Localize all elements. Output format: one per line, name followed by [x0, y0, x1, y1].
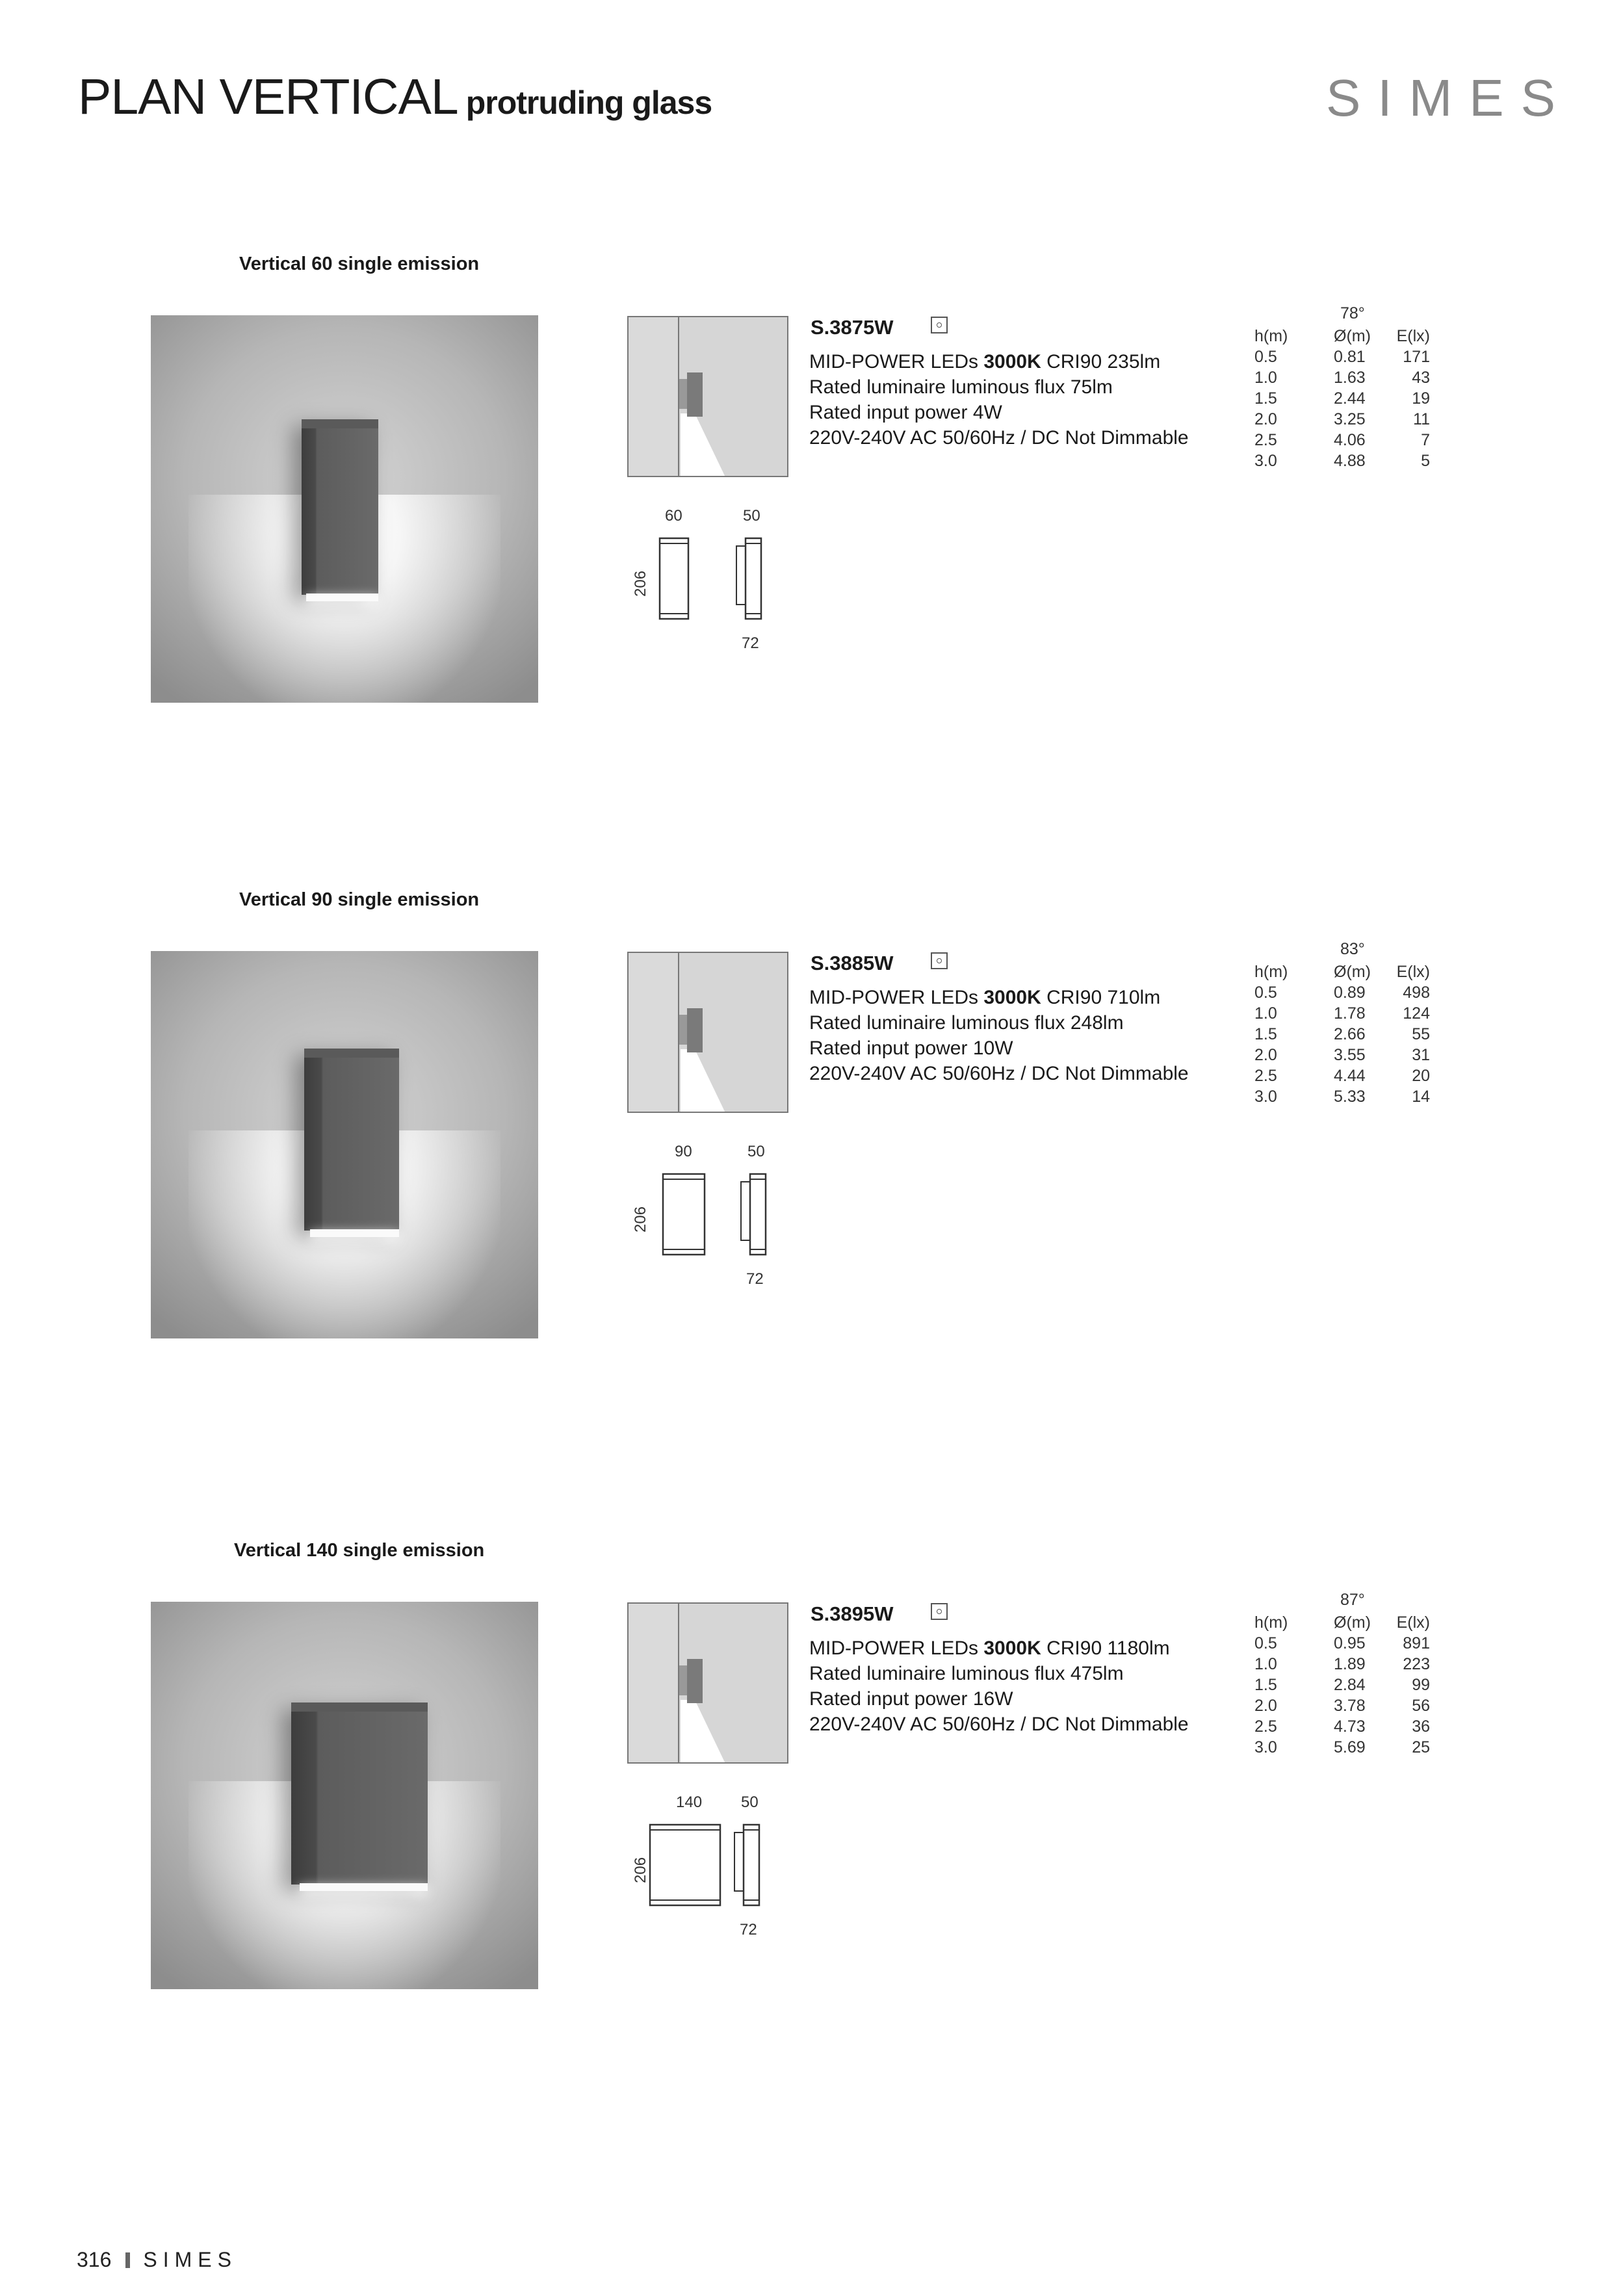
page-title-main: PLAN VERTICAL: [78, 69, 458, 125]
side-view: [750, 1174, 766, 1255]
table-cell: 0.5: [1254, 1634, 1277, 1652]
table-cell: 171: [1403, 348, 1430, 366]
product-photo: [151, 315, 538, 703]
table-cell: 3.78: [1334, 1697, 1366, 1715]
ip-rating-icon: [931, 952, 948, 969]
table-cell: 2.44: [1334, 389, 1366, 408]
table-cell: 11: [1413, 410, 1430, 428]
table-column-h: [1254, 326, 1288, 471]
dim-height: 206: [632, 1206, 649, 1233]
footer-brand: SIMES: [143, 2248, 237, 2271]
page-footer: [77, 2248, 237, 2272]
footer-divider: [125, 2252, 130, 2268]
dim-projection: 72: [742, 634, 759, 652]
dim-depth: 50: [747, 1143, 765, 1160]
spec-led: MID-POWER LEDs 3000K CRI90 1180lm: [809, 1637, 1170, 1659]
spec-flux: Rated luminaire luminous flux 75lm: [809, 376, 1113, 398]
table-header: Ø(m): [1334, 963, 1371, 981]
table-cell: 31: [1412, 1046, 1430, 1064]
emission-slit: [306, 594, 378, 601]
brand-logo: SIMES: [1326, 69, 1572, 127]
table-cell: 2.0: [1254, 1046, 1277, 1064]
side-bracket: [736, 546, 746, 605]
section-title: Vertical 90 single emission: [239, 889, 480, 910]
table-column-h: [1254, 1612, 1288, 1758]
dim-depth: 50: [741, 1794, 759, 1811]
table-cell: 2.0: [1254, 410, 1277, 428]
table-cell: 2.0: [1254, 1697, 1277, 1715]
table-cell: 2.66: [1334, 1025, 1366, 1043]
product-photo: [151, 951, 538, 1338]
table-cell: 5.33: [1334, 1088, 1366, 1106]
page-number: 316: [77, 2248, 112, 2271]
dimension-lines: [624, 501, 819, 657]
table-cell: 2.5: [1254, 431, 1277, 449]
product-section: [0, 1540, 1623, 2125]
table-cell: 1.89: [1334, 1655, 1366, 1673]
table-header: E(lx): [1396, 1613, 1430, 1632]
table-cell: 19: [1412, 389, 1430, 408]
product-photo: [151, 1602, 538, 1989]
dimension-drawing: [624, 501, 819, 657]
dim-width: 60: [665, 507, 682, 525]
table-cell: 99: [1412, 1676, 1430, 1694]
table-cell: 14: [1412, 1088, 1430, 1106]
beam-diagram: [627, 316, 788, 477]
lamp-body: [304, 1049, 399, 1231]
table-cell: 56: [1412, 1697, 1430, 1715]
table-header: Ø(m): [1334, 1613, 1371, 1632]
dim-projection: 72: [746, 1270, 764, 1288]
table-cell: 2.84: [1334, 1676, 1366, 1694]
table-cell: 3.0: [1254, 1088, 1277, 1106]
spec-block: [809, 985, 1189, 1086]
section-title: Vertical 60 single emission: [239, 254, 480, 274]
beam-angle: 87°: [1340, 1591, 1365, 1609]
front-view: [663, 1174, 705, 1255]
dim-height: 206: [632, 1857, 649, 1883]
front-view: [660, 538, 688, 619]
emission-slit: [300, 1883, 428, 1891]
table-column-h: [1254, 961, 1288, 1107]
dim-depth: 50: [743, 507, 760, 525]
table-cell: 5: [1421, 452, 1430, 470]
section-title: Vertical 140 single emission: [234, 1540, 485, 1561]
ip-rating-icon: [931, 1603, 948, 1620]
beam-cone: [629, 1604, 788, 1764]
table-cell: 0.5: [1254, 348, 1277, 366]
table-cell: 0.95: [1334, 1634, 1366, 1652]
side-bracket: [741, 1182, 750, 1240]
table-cell: 36: [1412, 1717, 1430, 1736]
front-view: [650, 1825, 720, 1905]
side-view: [746, 538, 761, 619]
dim-width: 90: [675, 1143, 692, 1160]
table-cell: 2.5: [1254, 1717, 1277, 1736]
table-cell: 43: [1412, 369, 1430, 387]
product-code: S.3885W: [811, 952, 894, 974]
table-cell: 1.5: [1254, 1025, 1277, 1043]
table-cell: 7: [1421, 431, 1430, 449]
spec-flux: Rated luminaire luminous flux 248lm: [809, 1012, 1124, 1034]
product-code: S.3895W: [811, 1602, 894, 1625]
product-code: S.3875W: [811, 316, 894, 339]
table-cell: 0.89: [1334, 984, 1366, 1002]
lamp-body: [302, 419, 378, 595]
table-cell: 1.5: [1254, 389, 1277, 408]
table-cell: 1.0: [1254, 369, 1277, 387]
table-cell: 1.5: [1254, 1676, 1277, 1694]
page-title-sub: protruding glass: [465, 85, 712, 121]
table-cell: 1.63: [1334, 369, 1366, 387]
table-cell: 0.5: [1254, 984, 1277, 1002]
page-title: [78, 68, 712, 126]
dimension-lines: [624, 1136, 819, 1292]
table-cell: 1.0: [1254, 1655, 1277, 1673]
dim-projection: 72: [740, 1921, 757, 1938]
product-section: [0, 889, 1623, 1474]
spec-power: Rated input power 16W: [809, 1688, 1013, 1710]
table-cell: 3.55: [1334, 1046, 1366, 1064]
table-cell: 4.73: [1334, 1717, 1366, 1736]
table-cell: 2.5: [1254, 1067, 1277, 1085]
dim-height: 206: [632, 570, 649, 597]
spec-voltage: 220V-240V AC 50/60Hz / DC Not Dimmable: [809, 427, 1189, 449]
spec-block: [809, 1636, 1189, 1737]
beam-cone: [629, 953, 788, 1113]
dimension-drawing: [624, 1136, 819, 1292]
lamp-body: [291, 1702, 428, 1885]
ip-rating-icon: [931, 317, 948, 333]
table-cell: 124: [1403, 1004, 1430, 1023]
emission-slit: [310, 1229, 399, 1237]
table-header: h(m): [1254, 1613, 1288, 1632]
beam-angle: 78°: [1340, 304, 1365, 322]
table-header: h(m): [1254, 963, 1288, 981]
beam-diagram: [627, 1602, 788, 1764]
table-header: E(lx): [1396, 963, 1430, 981]
table-cell: 4.44: [1334, 1067, 1366, 1085]
side-view: [744, 1825, 759, 1905]
table-cell: 25: [1412, 1738, 1430, 1756]
table-cell: 891: [1403, 1634, 1430, 1652]
table-cell: 20: [1412, 1067, 1430, 1085]
spec-block: [809, 349, 1189, 450]
table-cell: 498: [1403, 984, 1430, 1002]
side-bracket: [734, 1833, 744, 1891]
table-cell: 1.0: [1254, 1004, 1277, 1023]
table-cell: 3.0: [1254, 1738, 1277, 1756]
spec-voltage: 220V-240V AC 50/60Hz / DC Not Dimmable: [809, 1714, 1189, 1735]
beam-diagram: [627, 952, 788, 1113]
dimension-drawing: [624, 1787, 819, 1943]
table-cell: 3.25: [1334, 410, 1366, 428]
product-section: [0, 254, 1623, 839]
spec-flux: Rated luminaire luminous flux 475lm: [809, 1663, 1124, 1684]
spec-power: Rated input power 10W: [809, 1037, 1013, 1059]
table-cell: 1.78: [1334, 1004, 1366, 1023]
beam-cone: [629, 317, 788, 477]
spec-led: MID-POWER LEDs 3000K CRI90 235lm: [809, 351, 1161, 372]
table-header: Ø(m): [1334, 327, 1371, 345]
table-cell: 5.69: [1334, 1738, 1366, 1756]
table-cell: 4.06: [1334, 431, 1366, 449]
beam-angle: 83°: [1340, 940, 1365, 958]
spec-led: MID-POWER LEDs 3000K CRI90 710lm: [809, 987, 1161, 1008]
table-header: h(m): [1254, 327, 1288, 345]
dim-width: 140: [676, 1794, 703, 1811]
table-header: E(lx): [1396, 327, 1430, 345]
table-cell: 223: [1403, 1655, 1430, 1673]
spec-voltage: 220V-240V AC 50/60Hz / DC Not Dimmable: [809, 1063, 1189, 1084]
table-cell: 55: [1412, 1025, 1430, 1043]
table-cell: 0.81: [1334, 348, 1366, 366]
table-cell: 3.0: [1254, 452, 1277, 470]
dimension-lines: [624, 1787, 819, 1943]
table-cell: 4.88: [1334, 452, 1366, 470]
spec-power: Rated input power 4W: [809, 402, 1002, 423]
